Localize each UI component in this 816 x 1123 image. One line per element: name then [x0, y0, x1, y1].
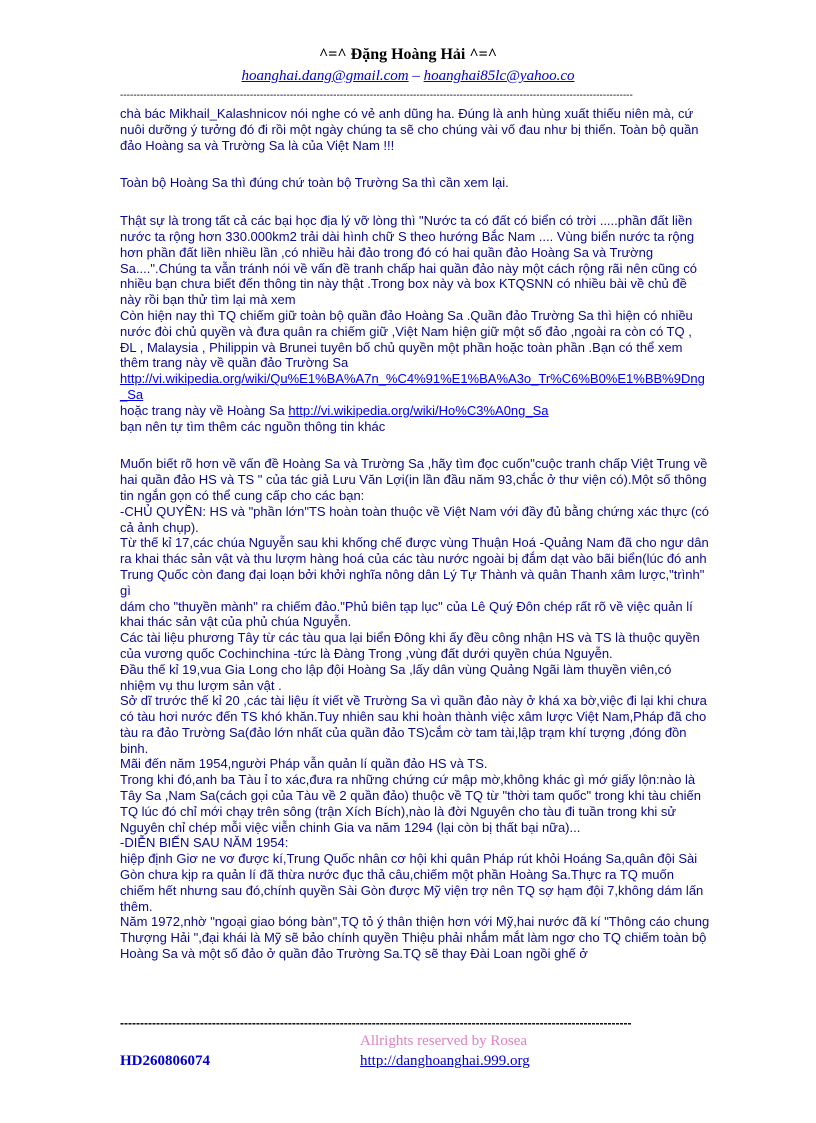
- paragraph: Các tài liệu phương Tây từ các tàu qua lại biển Đông khi ấy đều công nhận HS và TS là thuộc quyền của vương quốc Cochinchina -tức là Đàng Trong ,vùng đất dưới quyền chúa Nguyễn.: [120, 630, 700, 661]
- email-link-yahoo[interactable]: hoanghai85lc@yahoo.co: [423, 68, 575, 84]
- section-heading: -DIỄN BIẾN SAU NĂM 1954:: [120, 835, 289, 851]
- copyright-text: Allrights reserved by Rosea: [360, 1033, 528, 1049]
- paragraph: -CHỦ QUYỀN: HS và "phần lớn"TS hoàn toàn thuộc về Việt Nam với đầy đủ bằng chứng xác thực (có cả ảnh chụp).: [120, 503, 709, 535]
- paragraph: [120, 403, 710, 419]
- paragraph: Năm 1972,nhờ "ngoại giao bóng bàn",TQ tỏ ý thân thiện hơn với Mỹ,hai nước đã kí "Thông cáo chung Thượng Hải ",đại khái là Mỹ sẽ bảo chính quyền Thiệu phải nhắm mắt làm ngơ cho TQ chiếm toàn bộ Hoàng Sa và một số đảo ở quần đảo Trường Sa.TQ sẽ thay Đài Loan ngồi ghế ở: [120, 914, 710, 962]
- page-header: [120, 44, 696, 86]
- paragraph: Đầu thế kỉ 19,vua Gia Long cho lập đội Hoàng Sa ,lấy dân vùng Quảng Ngãi làm thuyền viên,có nhiệm vụ thu lượm sản vật .: [120, 661, 672, 693]
- footer-credits: [360, 1031, 530, 1071]
- paragraph: Mãi đến năm 1954,người Pháp vẫn quản lí quần đảo HS và TS.: [120, 756, 488, 772]
- footer-divider: --------------------------------------------------------------------------------------------------------------------------------: [120, 1016, 632, 1030]
- paragraph: Còn hiện nay thì TQ chiếm giữ toàn bộ quần đảo Hoàng Sa .Quần đảo Trường Sa thì hiện có nhiều nước đòi chủ quyền và đưa quân ra chiếm giữ ,Việt Nam hiện giữ một số đảo ,ngoài ra còn có TQ , ĐL , Malaysia , Philippin và Brunei tuyên bố chủ quyền một phần hoặc toàn phần .Bạn có thể xem thêm trang này về quần đảo Trường Sa: [120, 307, 693, 371]
- wikipedia-link-truong-sa[interactable]: http://vi.wikipedia.org/wiki/Qu%E1%BA%A7n_%C4%91%E1%BA%A3o_Tr%C6%B0%E1%BB%9Dng_Sa: [120, 371, 705, 402]
- paragraph: hiệp định Giơ ne vơ được kí,Trung Quốc nhân cơ hội khi quân Pháp rút khỏi Hoáng Sa,quân đội Sài Gòn chưa kịp ra quản lí đã thừa nước đục thả câu,chiếm một phần Hoàng Sa.Thực ra TQ muốn chiếm hết nhưng sau đó,chính quyền Sài Gòn được Mỹ viện trợ nên TQ sợ hạm đội 7,không dám lấn thêm.: [120, 851, 704, 914]
- paragraph: dám cho "thuyền mành" ra chiếm đảo."Phủ biên tạp lục" của Lê Quý Đôn chép rất rõ về việc quản lí khai thác sản vật của phủ chúa Nguyễn.: [120, 598, 693, 630]
- paragraph: Trong khi đó,anh ba Tàu ỉ to xác,đưa ra những chứng cứ mập mờ,không khác gì mớ giấy lộn:nào là Tây Sa ,Nam Sa(cách gọi của Tàu về 2 quần đảo) thuộc về TQ từ "thời tam quốc" trong khi tàu chiến TQ lúc đó chỉ mới chạy trên sông (trận Xích Bích),nào là đời Nguyên cho tàu đi tuần trong khi sử Nguyên chỉ chép mỗi việc viễn chinh Gia va năm 1294 (lại còn bị thất bại nữa)...: [120, 772, 701, 835]
- paragraph: Thật sự là trong tất cả các bại học địa lý vỡ lòng thì "Nước ta có đất có biển có trời .....phần đất liền nước ta rộng hơn 330.000km2 trải dài hình chữ S theo hướng Bắc Nam .... Vùng biển nước ta rộng hơn phần đất liền nhiều lần ,có nhiều hải đảo trong đó có hai quần đảo Hoàng Sa và Trường Sa....".Chúng ta vẫn tránh nói về vấn đề tranh chấp hai quần đảo này một cách rộng rãi nên cũng có nhiều bạn chưa biết đến thông tin này thật .Trong box này và box KTQSNN có nhiều bài về chủ đề này rồi bạn thử tìm lại mà xem: [120, 213, 697, 308]
- header-divider: ----------------------------------------------------------------------------------------------------------------------------------------------------------: [120, 90, 633, 101]
- link-prefix-text: hoặc trang này về Hoàng Sa: [120, 402, 289, 418]
- paragraph: Từ thế kỉ 17,các chúa Nguyễn sau khi khống chế được vùng Thuận Hoá -Quảng Nam đã cho ngư dân ra khai thác sản vật và thu lượm hàng hoá của các tàu nước ngoài bị đắm dạt vào bãi biển(lúc đó anh Trung Quốc còn đang đại loạn bởi khởi nghĩa nông dân Lý Tự Thành và quân Thanh xâm lược,"trình" gì: [120, 535, 709, 598]
- paragraph: Sở dĩ trước thế kỉ 20 ,các tài liệu ít viết về Trường Sa vì quần đảo này ở khá xa bờ,việc đi lại khi chưa có tàu hơi nước đến TS khó khăn.Tuy nhiên sau khi hoàn thành việc xâm lược Việt Nam,Pháp đã cho tàu ra đảo Trường Sa(đảo lớn nhất của quần đảo TS)cắm cờ tam tài,lập trạm khí tượng ,đóng đồn binh.: [120, 693, 707, 756]
- wikipedia-link-truong-sa-line: [120, 371, 710, 403]
- article-body: [120, 106, 710, 962]
- paragraph: chà bác Mikhail_Kalashnicov nói nghe có vẻ anh dũng ha. Đúng là anh hùng xuất thiếu niên mà, cứ nuôi dưỡng ý tưởng đó đi rồi một ngày chúng ta sẽ cho chúng vài vố đau như bị thiến. Toàn bộ quần đảo Hoàng sa và Trường Sa là của Việt Nam !!!: [120, 106, 699, 153]
- document-code: HD260806074: [120, 1053, 210, 1069]
- email-link-gmail[interactable]: hoanghai.dang@gmail.com: [241, 68, 409, 84]
- contact-line: [120, 66, 696, 86]
- website-link[interactable]: http://danghoanghai.999.org: [360, 1053, 530, 1069]
- paragraph: bạn nên tự tìm thêm các nguồn thông tin khác: [120, 418, 386, 434]
- author-title: ^=^ Đặng Hoàng Hải ^=^: [318, 46, 498, 63]
- email-separator: –: [408, 68, 424, 84]
- paragraph: Muốn biết rõ hơn về vấn đề Hoàng Sa và Trường Sa ,hãy tìm đọc cuốn"cuộc tranh chấp Việt Trung về hai quần đảo HS và TS " của tác giả Lưu Văn Lợi(in lần đầu năm 93,chắc ở thư viện có).Một số thông tin ngắn gọn có thể cung cấp cho các bạn:: [120, 456, 708, 503]
- paragraph: Toàn bộ Hoàng Sa thì đúng chứ toàn bộ Trường Sa thì cần xem lại.: [120, 175, 509, 191]
- wikipedia-link-hoang-sa[interactable]: http://vi.wikipedia.org/wiki/Ho%C3%A0ng_Sa: [288, 402, 549, 418]
